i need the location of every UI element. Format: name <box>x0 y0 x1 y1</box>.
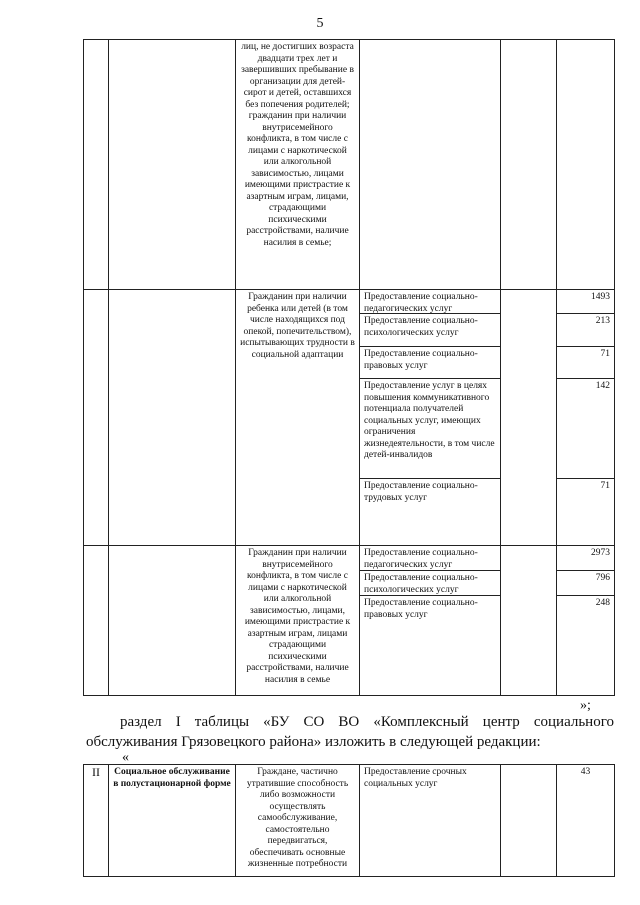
service-list <box>360 546 501 696</box>
service-form: Социальное обслуживание в полустационарной форме <box>109 765 236 877</box>
value-item: 1493 <box>557 290 614 314</box>
table-row <box>84 765 615 877</box>
value-list <box>557 546 615 696</box>
table-row <box>84 40 615 290</box>
service-item: Предоставление социально-правовых услуг <box>360 347 500 379</box>
service-item: Предоставление социально-трудовых услуг <box>364 481 478 503</box>
service-item: Предоставление социально-педагогических услуг <box>360 546 500 571</box>
service-item: Предоставление социально-педагогических услуг <box>360 290 500 314</box>
value-item: 71 <box>600 481 610 491</box>
value-item: 71 <box>557 347 614 379</box>
services-table-continued <box>83 39 615 696</box>
closing-quote: »; <box>580 698 591 713</box>
page-number: 5 <box>316 16 324 31</box>
service-item: Предоставление социально-психологических услуг <box>360 314 500 347</box>
value-item: 142 <box>557 379 614 479</box>
value-item: 248 <box>595 598 610 608</box>
table-row <box>84 290 615 546</box>
value-item: 2973 <box>557 546 614 571</box>
service-list <box>360 290 501 546</box>
category-cell: Граждане, частично утратившие способность либо возможности осуществлять самообслуживание, самостоятельно передвигаться, обеспечивать основные жизненные потребности <box>236 765 360 877</box>
category-cell-continued: лиц, не достигших возраста двадцати трех лет и завершивших пребывание в организации для детей-сирот и детей, оставшихся без попечения родителей; гражданин при наличии внутрисемейного конфликта, в том числе с лицами с наркотической или алкогольной зависимостью, лицами имеющими пристрастие к азартным играм, лицами, страдающими психическими расстройствами, наличие насилия в семье; <box>236 40 360 290</box>
category-cell: Гражданин при наличии внутрисемейного конфликта, в том числе с лицами с наркотической или алкогольной зависимостью, лицами, имеющими пристрастие к азартным играм, лицами страдающими психическими расстройствами, наличие насилия в семье <box>236 546 360 696</box>
service-item: Предоставление социально-правовых услуг <box>364 598 478 620</box>
value-item: 213 <box>557 314 614 347</box>
services-table-new <box>83 764 615 877</box>
opening-quote: « <box>122 750 129 765</box>
service-item: Предоставление услуг в целях повышения коммуникативного потенциала получателей социальных услуг, имеющих ограничения жизнедеятельности, в том числе детей-инвалидов <box>360 379 500 479</box>
amendment-paragraph: раздел I таблицы «БУ СО ВО «Комплексный центр социального обслуживания Грязовецкого района» изложить в следующей редакции: <box>86 714 614 750</box>
service-item: Предоставление срочных социальных услуг <box>360 765 501 877</box>
table-row <box>84 546 615 696</box>
service-item: Предоставление социально-психологических услуг <box>360 571 500 596</box>
category-cell: Гражданин при наличии ребенка или детей (в том числе находящихся под опекой, попечительством), испытывающих трудности в социальной адаптации <box>236 290 360 546</box>
value-list <box>557 290 615 546</box>
value-item: 796 <box>557 571 614 596</box>
section-number: II <box>84 765 109 877</box>
value-item: 43 <box>557 765 615 877</box>
